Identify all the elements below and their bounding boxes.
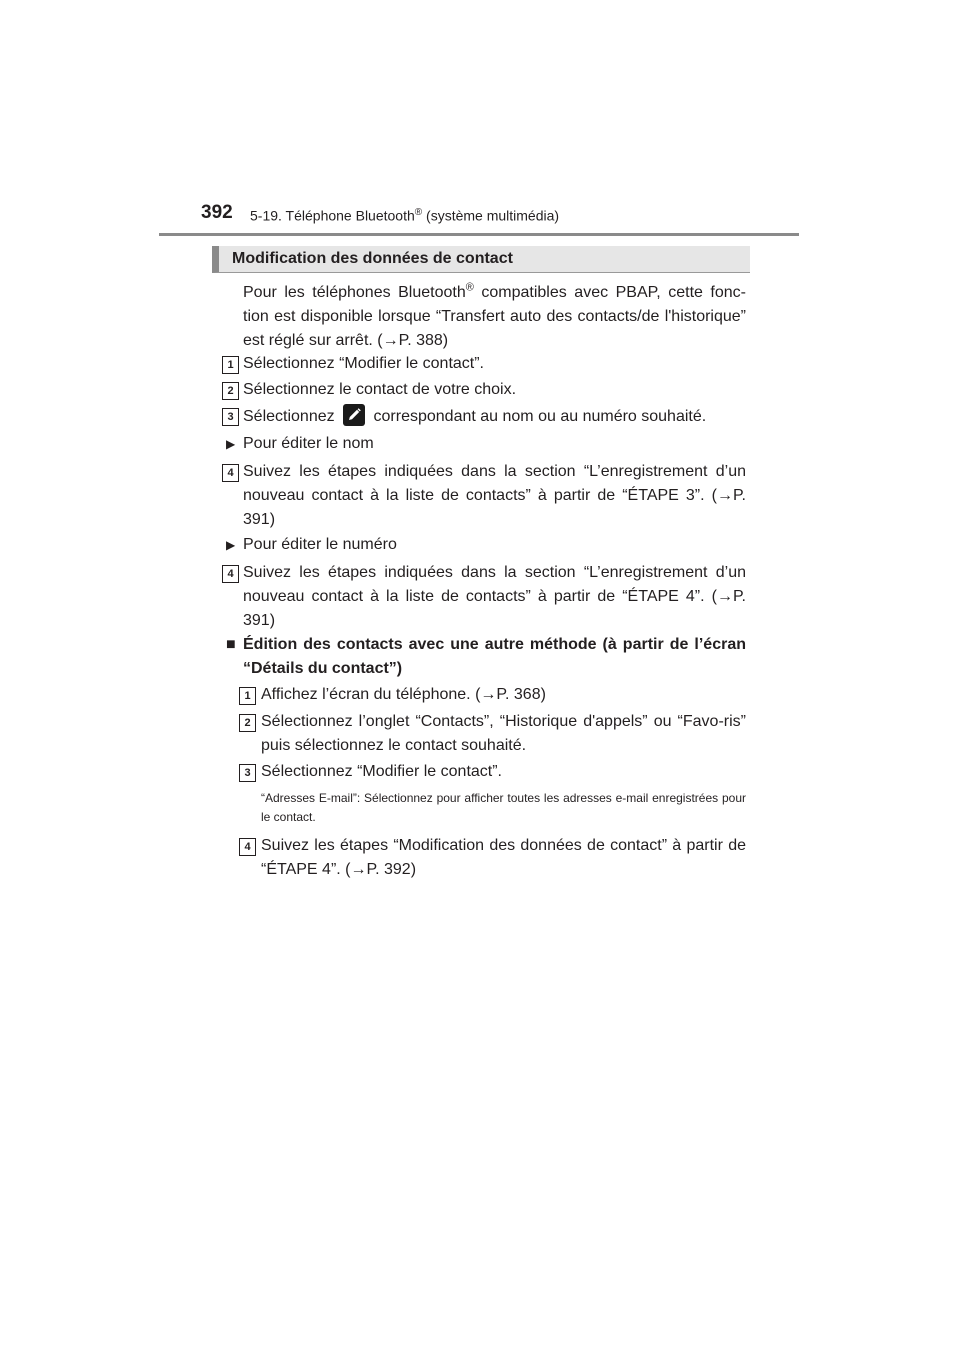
step-text: Sélectionnez le contact de votre choix.: [243, 381, 517, 398]
step-number-badge: 1: [239, 687, 256, 705]
section-title: Modification des données de contact: [232, 250, 513, 267]
subsection-title: Édition des contacts avec une autre méthode (à partir de l’écran “Détails du contact”): [243, 636, 746, 677]
branch-label-number: Pour éditer le numéro: [243, 536, 397, 553]
step-text: Affichez l’écran du téléphone. (→P. 368): [261, 686, 546, 703]
step-text: [243, 404, 746, 429]
branch-label-name: Pour éditer le nom: [243, 435, 374, 452]
step-number-badge: 2: [222, 382, 239, 400]
chapter-prefix: 5-19. Téléphone Bluetooth: [250, 207, 415, 224]
step-number-badge: 1: [222, 356, 239, 374]
step-text: Suivez les étapes “Modification des données de contact” à partir de “ÉTAPE 4”. (→P. 392): [261, 837, 746, 878]
step-note: “Adresses E-mail”: Sélectionnez pour afficher toutes les adresses e-mail enregistrées pour le contact.: [261, 791, 746, 824]
step-text: Sélectionnez l’onglet “Contacts”, “Historique d'appels” ou “Favo-ris” puis sélectionnez le contact souhaité.: [261, 713, 746, 754]
page-header: [0, 0, 960, 240]
section-heading-bar: [212, 246, 750, 273]
intro-paragraph: [243, 281, 746, 353]
intro-text-b: compatibles avec PBAP, cette fonc-tion est disponible lorsque “Transfert auto des contacts/de l'historique” est réglé sur arrêt. (→P. 388): [243, 284, 747, 349]
pencil-edit-icon: [343, 404, 365, 426]
triangle-arrow-icon: ▶: [226, 437, 236, 451]
step-text-before: Sélectionnez: [243, 408, 335, 425]
step-number-badge: 4: [239, 838, 256, 856]
step-number-badge: 4: [222, 464, 239, 482]
step-text: Suivez les étapes indiquées dans la section “L’enregistrement d’un nouveau contact à la liste de contacts” à partir de “ÉTAPE 4”. (→P. 391): [243, 564, 746, 629]
chapter-suffix: (système multimédia): [422, 207, 560, 224]
triangle-arrow-icon: ▶: [226, 538, 236, 552]
step-number-badge: 3: [239, 764, 256, 782]
step-number-badge: 4: [222, 565, 239, 583]
step-text-after: correspondant au nom ou au numéro souhaité.: [373, 408, 707, 425]
intro-registered-mark: ®: [465, 281, 474, 294]
step-text: Sélectionnez “Modifier le contact”.: [243, 355, 484, 372]
chapter-registered-mark: ®: [414, 207, 423, 218]
intro-text-a: Pour les téléphones Bluetooth: [243, 284, 466, 301]
step-text: Sélectionnez “Modifier le contact”.: [261, 763, 502, 780]
page-number: 392: [201, 202, 233, 223]
step-number-badge: 2: [239, 714, 256, 732]
step-number-badge: 3: [222, 408, 239, 426]
chapter-title: [250, 207, 559, 224]
square-bullet-icon: ■: [226, 636, 236, 653]
header-rule: [159, 233, 799, 236]
step-text: Suivez les étapes indiquées dans la section “L’enregistrement d’un nouveau contact à la liste de contacts” à partir de “ÉTAPE 3”. (→P. 391): [243, 463, 746, 528]
